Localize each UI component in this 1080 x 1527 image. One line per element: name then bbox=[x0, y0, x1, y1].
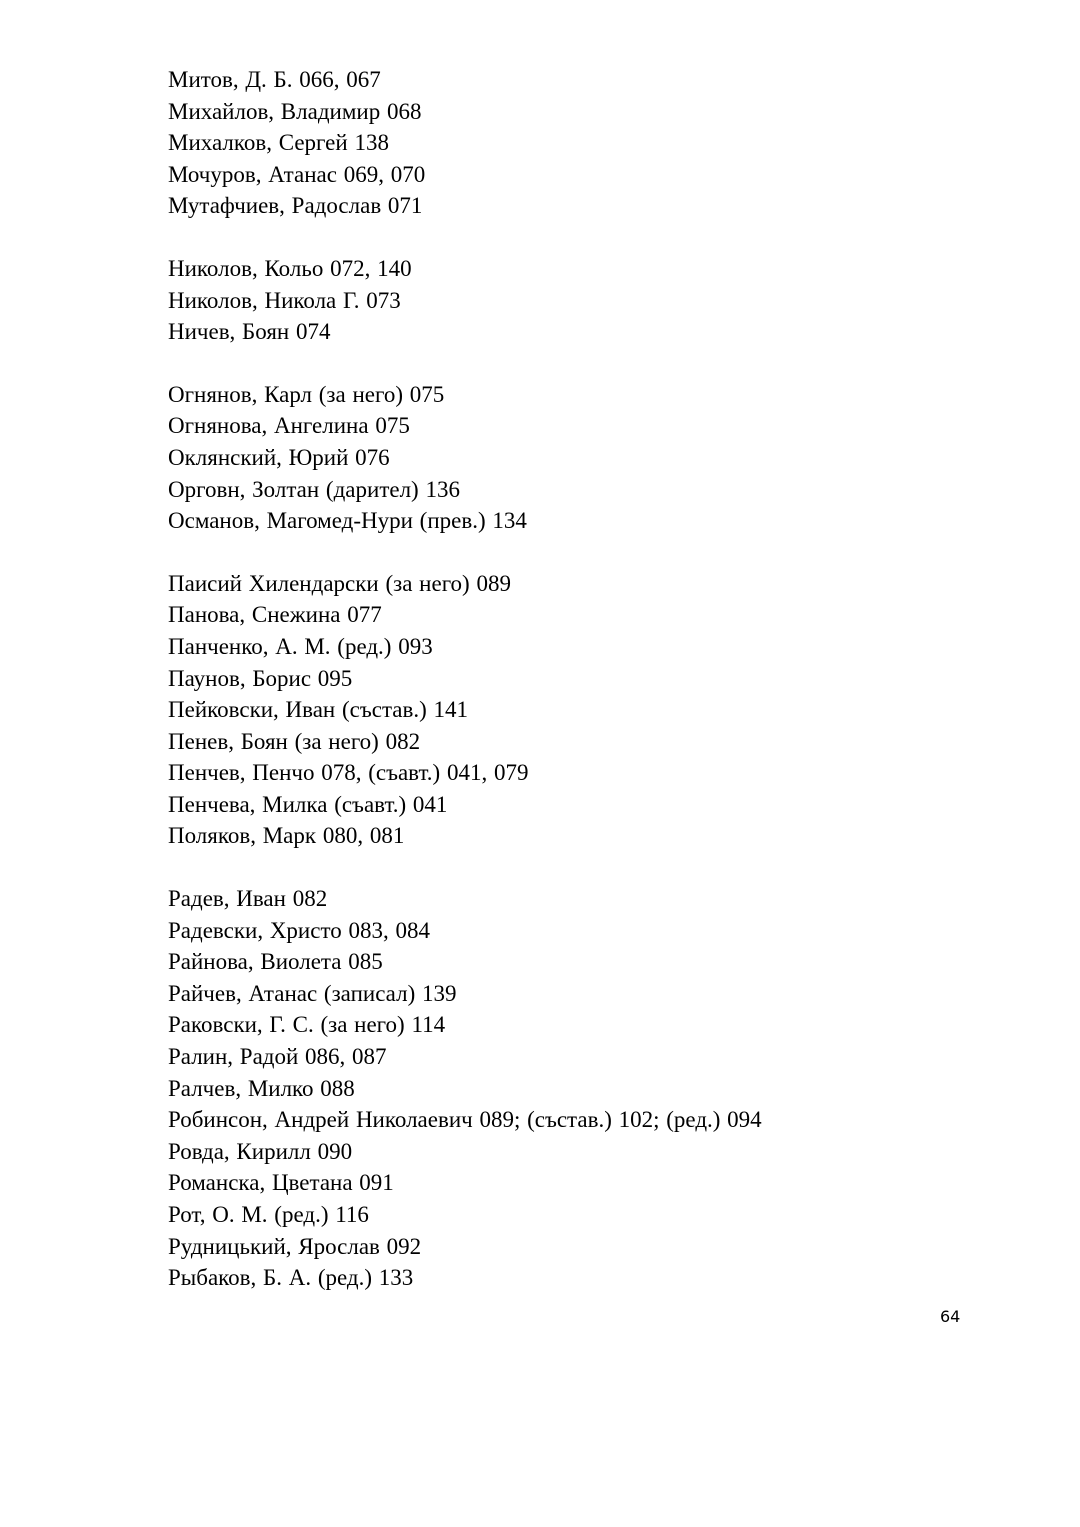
index-entry: Рудницький, Ярослав 092 bbox=[168, 1233, 422, 1259]
index-entry: Пейковски, Иван (състав.) 141 bbox=[168, 697, 469, 723]
index-entry: Ралин, Радой 086, 087 bbox=[168, 1044, 387, 1070]
index-letter-group bbox=[168, 253, 1028, 348]
name-index-list bbox=[168, 64, 1028, 1325]
index-entry: Ровда, Кирилл 090 bbox=[168, 1138, 353, 1164]
index-entry: Мочуров, Атанас 069, 070 bbox=[168, 161, 426, 187]
index-letter-group bbox=[168, 568, 1028, 852]
index-entry: Паисий Хилендарски (за него) 089 bbox=[168, 570, 511, 596]
index-entry: Орговн, Золтан (дарител) 136 bbox=[168, 476, 460, 502]
index-entry: Османов, Магомед-Нури (прев.) 134 bbox=[168, 508, 527, 534]
index-entry: Панова, Снежина 077 bbox=[168, 602, 382, 628]
index-entry: Радевски, Христо 083, 084 bbox=[168, 917, 430, 943]
index-entry: Романска, Цветана 091 bbox=[168, 1170, 394, 1196]
index-entry: Мутафчиев, Радослав 071 bbox=[168, 193, 423, 219]
index-entry: Пенчева, Милка (съавт.) 041 bbox=[168, 791, 448, 817]
index-entry: Оклянский, Юрий 076 bbox=[168, 444, 390, 470]
index-entry: Николов, Никола Г. 073 bbox=[168, 287, 401, 313]
index-entry: Паунов, Борис 095 bbox=[168, 665, 353, 691]
index-letter-group bbox=[168, 379, 1028, 537]
index-entry: Огнянова, Ангелина 075 bbox=[168, 413, 410, 439]
index-entry: Райчев, Атанас (записал) 139 bbox=[168, 980, 457, 1006]
index-entry: Райнова, Виолета 085 bbox=[168, 949, 383, 975]
index-entry: Ралчев, Милко 088 bbox=[168, 1075, 355, 1101]
index-letter-group bbox=[168, 64, 1028, 222]
index-entry: Ничев, Боян 074 bbox=[168, 319, 331, 345]
index-entry: Пенев, Боян (за него) 082 bbox=[168, 728, 421, 754]
index-entry: Панченко, А. М. (ред.) 093 bbox=[168, 633, 433, 659]
index-entry: Радев, Иван 082 bbox=[168, 886, 328, 912]
index-entry: Огнянов, Карл (за него) 075 bbox=[168, 381, 445, 407]
index-letter-group bbox=[168, 883, 1028, 1294]
index-entry: Раковски, Г. С. (за него) 114 bbox=[168, 1012, 446, 1038]
index-entry: Митов, Д. Б. 066, 067 bbox=[168, 67, 381, 92]
index-entry: Рыбаков, Б. А. (ред.) 133 bbox=[168, 1265, 414, 1291]
index-entry: Николов, Кольо 072, 140 bbox=[168, 255, 412, 281]
index-entry: Робинсон, Андрей Николаевич 089; (състав.) 102; (ред.) 094 bbox=[168, 1107, 762, 1133]
index-entry: Пенчев, Пенчо 078, (съавт.) 041, 079 bbox=[168, 760, 529, 786]
index-entry: Рот, О. М. (ред.) 116 bbox=[168, 1202, 369, 1227]
index-entry: Михайлов, Владимир 068 bbox=[168, 98, 422, 124]
index-entry: Поляков, Марк 080, 081 bbox=[168, 823, 405, 849]
index-entry: Михалков, Сергей 138 bbox=[168, 130, 389, 156]
page-number: 64 bbox=[940, 1307, 961, 1326]
